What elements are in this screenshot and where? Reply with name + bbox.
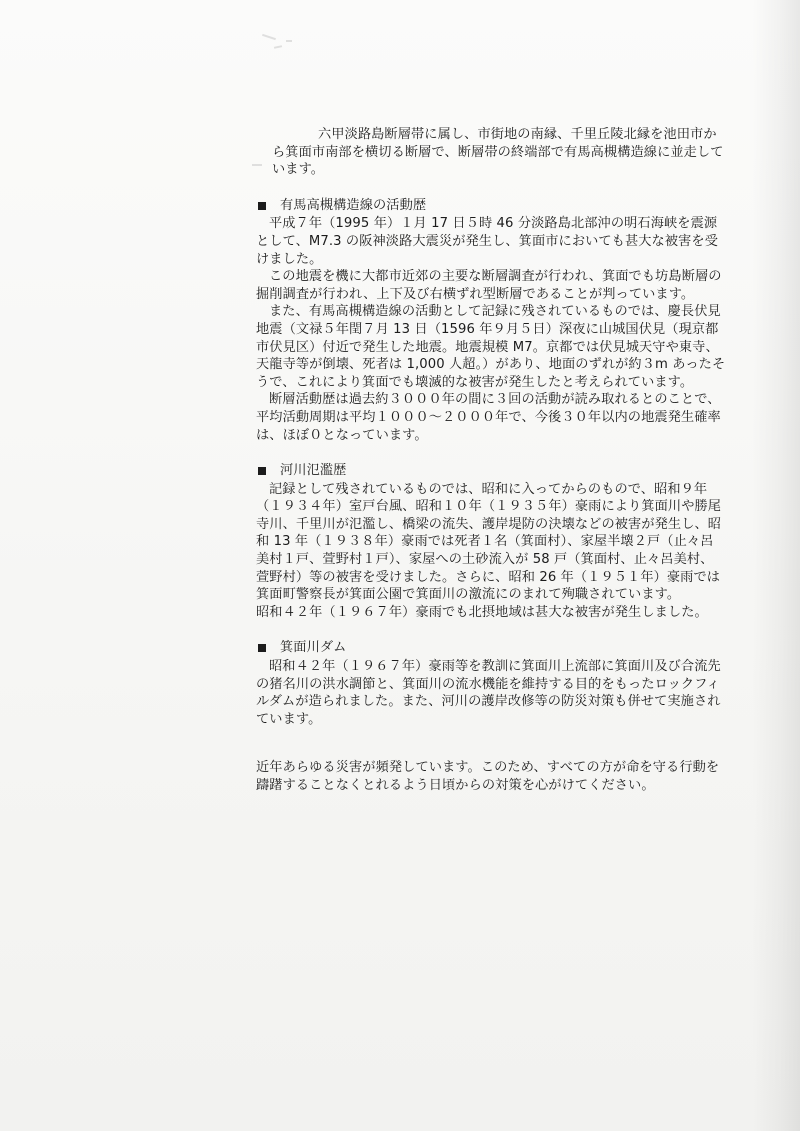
section-heading — [256, 197, 726, 215]
section-river-flood-history — [256, 462, 726, 621]
section-paragraph: 昭和４２年（１９６７年）豪雨でも北摂地域は甚大な被害が発生しました。 — [256, 604, 708, 620]
black-square-bullet-icon — [258, 202, 266, 210]
section-body — [256, 658, 726, 728]
section-fault-history — [256, 197, 726, 444]
scan-smudge — [286, 40, 292, 42]
section-heading — [256, 639, 726, 657]
section-title: 河川氾濫歴 — [280, 463, 347, 479]
section-paragraph: 平成７年（1995 年）１月 17 日５時 46 分淡路島北部沖の明石海峡を震源として、M7.3 の阪神淡路大震災が発生し、箕面市においても甚大な被害を受けました。 — [256, 216, 718, 267]
section-title: 有馬高槻構造線の活動歴 — [280, 197, 427, 213]
section-paragraph: また、有馬高槻構造線の活動として記録に残されているものでは、慶長伏見地震（文禄５年閏７月 13 日（1596 年９月５日）深夜に山城国伏見（現京都市伏見区）付近で発生した地震。地震規模 M7。京都では伏見城天守や東寺、天龍寺等が倒壊、死者は 1,000 人超。）があり、地面のずれが約３m あったそうで、これにより箕面でも壊滅的な被害が発生したと考えられています。 — [256, 304, 726, 390]
section-heading — [256, 462, 726, 480]
section-paragraph: 断層活動歴は過去約３０００年の間に３回の活動が読み取れるとのことで、平均活動周期は平均１０００～２０００年で、今後３０年以内の地震発生確率は、ほぼ０となっています。 — [256, 392, 721, 443]
scan-smudge — [274, 45, 282, 49]
page-edge-shadow — [752, 0, 800, 1131]
black-square-bullet-icon — [258, 467, 266, 475]
document-body — [256, 126, 726, 795]
section-paragraph: 記録として残されているものでは、昭和に入ってからのもので、昭和９年（１９３４年）室戸台風、昭和１０年（１９３５年）豪雨により箕面川や勝尾寺川、千里川が氾濫し、橋梁の流失、護岸堤防の決壊などの被害が発生し、昭和 13 年（１９３８年）豪雨では死者１名（箕面村）、家屋半壊２戸（止々呂美村１戸、萱野村１戸）、家屋への土砂流入が 58 戸（箕面村、止々呂美村、萱野村）等の被害を受けました。さらに、昭和 26 年（１９５１年）豪雨では箕面町警察長が箕面公園で箕面川の激流にのまれて殉職されています。 — [256, 481, 722, 603]
section-body — [256, 481, 726, 622]
section-body — [256, 215, 726, 444]
closing-statement: 近年あらゆる災害が頻発しています。このため、すべての方が命を守る行動を躊躇することなくとれるよう日頃からの対策を心がけてください。 — [256, 760, 720, 793]
section-minoo-dam — [256, 639, 726, 728]
section-title: 箕面川ダム — [280, 640, 347, 656]
intro-paragraph: 六甲淡路島断層帯に属し、市街地の南縁、千里丘陵北縁を池田市から箕面市南部を横切る断層で、断層帯の終端部で有馬高槻構造線に並走しています。 — [272, 127, 724, 178]
black-square-bullet-icon — [258, 644, 266, 652]
scan-smudge — [262, 34, 276, 40]
section-paragraph: この地震を機に大都市近郊の主要な断層調査が行われ、箕面でも坊島断層の掘削調査が行われ、上下及び右横ずれ型断層であることが判っています。 — [256, 269, 722, 302]
section-paragraph: 昭和４２年（１９６７年）豪雨等を教訓に箕面川上流部に箕面川及び合流先の猪名川の洪水調節と、箕面川の流水機能を維持する目的をもったロックフィルダムが造られました。また、河川の護岸改修等の防災対策も併せて実施されています。 — [256, 659, 721, 727]
